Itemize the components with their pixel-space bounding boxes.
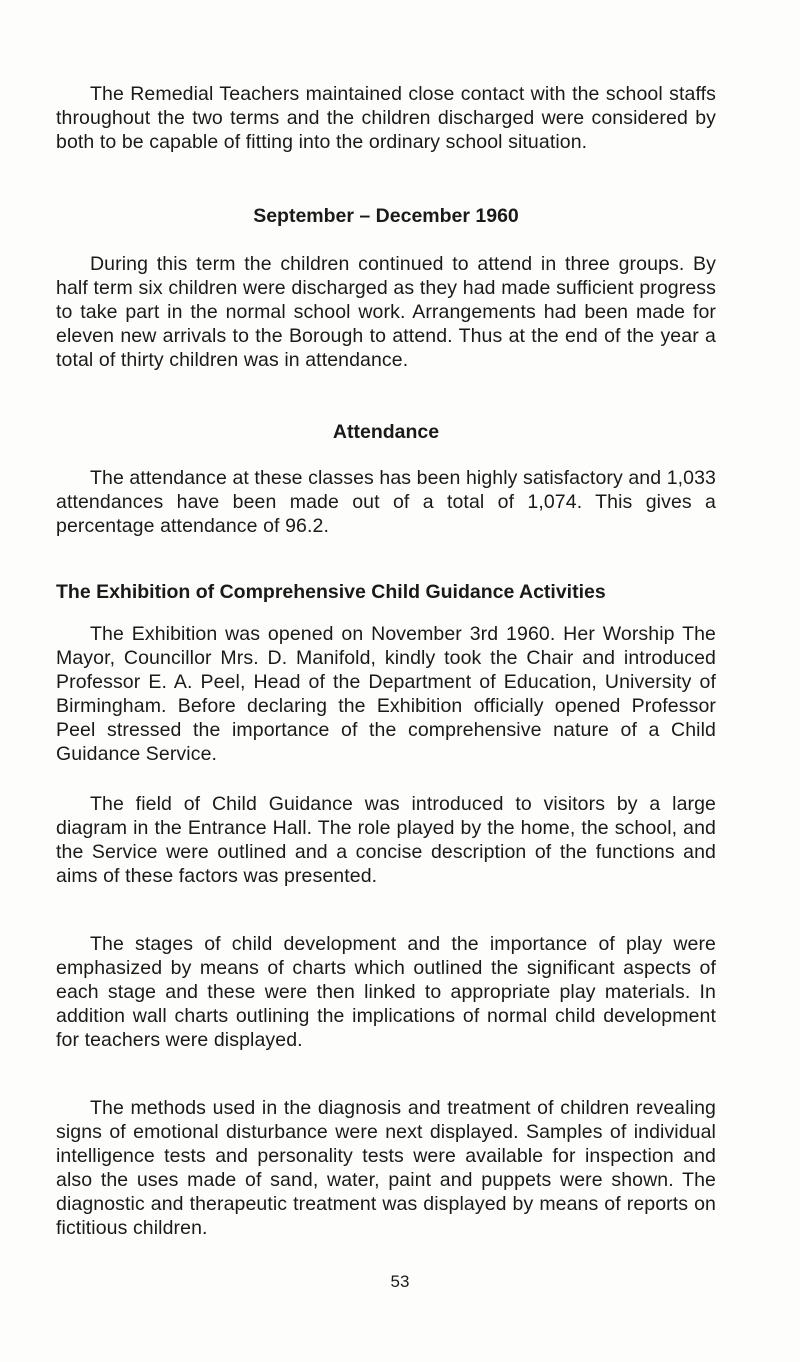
paragraph-remedial-teachers: The Remedial Teachers maintained close contact with the school staffs throughout the two terms and the children discharged were considered by both to be capable of fitting into the ordinary school situation. xyxy=(56,83,716,153)
paragraph-exhibition-opened: The Exhibition was opened on November 3rd 1960. Her Worship The Mayor, Councillor Mrs. D. Manifold, kindly took the Chair and introduced Professor E. A. Peel, Head of the Department of Education, University of Birmingham. Before declaring the Exhibition officially opened Professor Peel stressed the importance of the comprehensive nature of a Child Guidance Service. xyxy=(56,623,716,765)
heading-attendance: Attendance xyxy=(332,421,440,443)
paragraph-diagnosis-methods: The methods used in the diagnosis and treatment of children revealing signs of emotional disturbance were next displayed. Samples of individual intelligence tests and personality tests were available for inspection and also the uses made of sand, water, paint and puppets were shown. The diagnostic and therapeutic treatment was displayed by means of reports on fictitious children. xyxy=(56,1097,716,1239)
paragraph-during-term: During this term the children continued to attend in three groups. By half term six children were discharged as they had made sufficient progress to take part in the normal school work. Arrangements had been made for eleven new arrivals to the Borough to attend. Thus at the end of the year a total of thirty children was in attendance. xyxy=(56,253,716,371)
paragraph-stages-of-development: The stages of child development and the importance of play were emphasized by means of charts which outlined the significant aspects of each stage and these were then linked to appropriate play materials. In addition wall charts outlining the implications of normal child development for teachers were displayed. xyxy=(56,933,716,1051)
heading-exhibition: The Exhibition of Comprehensive Child Guidance Activities xyxy=(56,581,606,603)
paragraph-field-of-child-guidance: The field of Child Guidance was introduced to visitors by a large diagram in the Entrance Hall. The role played by the home, the school, and the Service were outlined and a concise description of the functions and aims of these factors was presented. xyxy=(56,793,716,887)
page-number: 53 xyxy=(390,1272,410,1291)
heading-september-december: September – December 1960 xyxy=(253,205,519,227)
paragraph-attendance: The attendance at these classes has been highly satisfactory and 1,033 attendances have been made out of a total of 1,074. This gives a percentage attendance of 96.2. xyxy=(56,467,716,537)
